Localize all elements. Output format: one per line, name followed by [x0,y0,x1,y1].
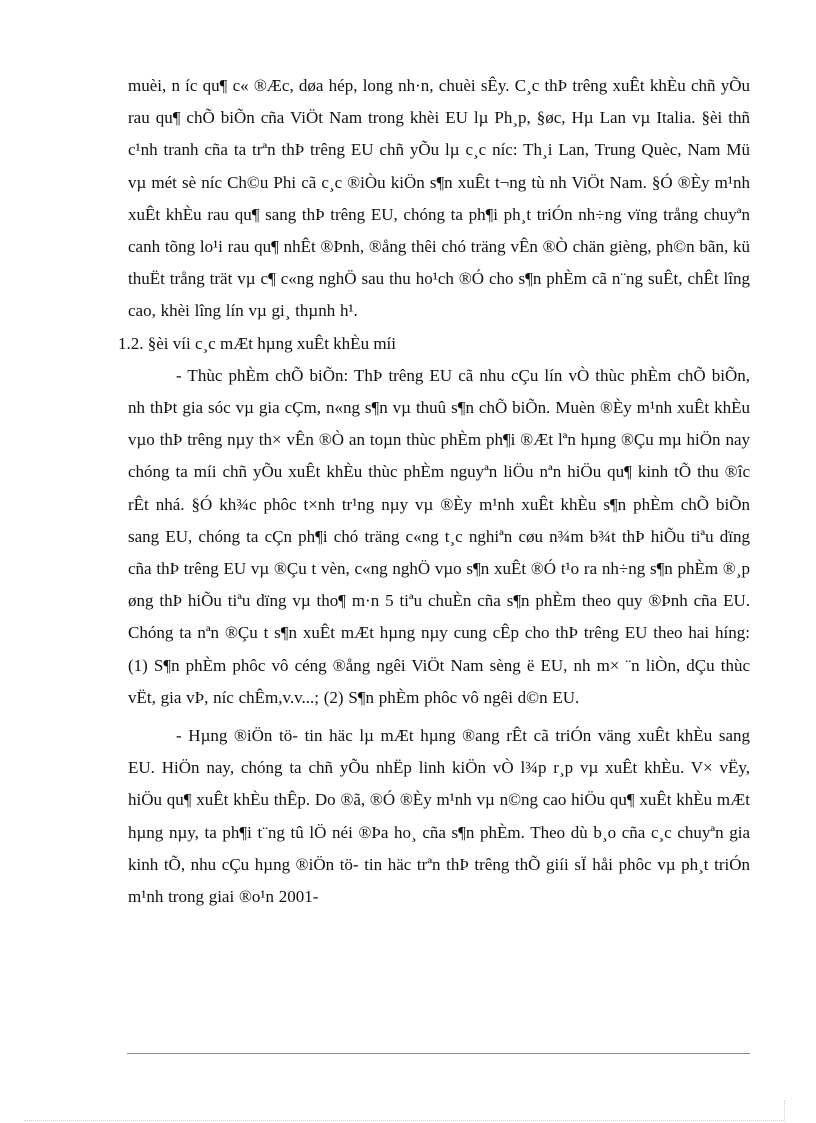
page-bottom-border [24,1120,784,1121]
page-right-border [784,1100,785,1122]
paragraph-dien-tu-tin-hoc: - Hµng ®iÖn tö- tin häc lµ mÆt hµng ®ang rÊt cã triÓn väng xuÊt khÈu sang EU. HiÖn nay, chóng ta chñ yÕu nhËp linh kiÖn vÒ l¾p r¸p vµ xuÊt khÈu. V× vËy, hiÖu qu¶ xuÊt khÈu thÊp. Do ®ã, ®Ó ®Èy m¹nh vµ n©ng cao hiÖu qu¶ xuÊt khÈu mÆt hµng nµy, ta ph¶i t¨ng tû lÖ néi ®Þa ho¸ cña s¶n phÈm. Theo dù b¸o cña c¸c chuyªn gia kinh tÕ, nhu cÇu hµng ®iÖn tö- tin häc trªn thÞ trêng thÕ giíi sÏ håi phôc vµ ph¸t triÓn m¹nh trong giai ®o¹n 2001- [128,726,750,907]
document-body [118,70,750,913]
section-heading: 1.2. §èi víi c¸c mÆt hµng xuÊt khÈu míi [118,333,396,353]
footer-divider [127,1053,750,1054]
paragraph-rau-qua: muèi, n íc qu¶ c« ®Æc, døa hép, long nh·n, chuèi sÊy. C¸c thÞ trêng xuÊt khÈu chñ yÕu rau qu¶ chÕ biÕn cña ViÖt Nam trong khèi EU lµ Ph¸p, §øc, Hµ Lan vµ Italia. §èi thñ c¹nh tranh cña ta trªn thÞ trêng EU chñ yÕu lµ c¸c níc: Th¸i Lan, Trung Quèc, Nam Mü vµ mét sè níc Ch©u Phi cã c¸c ®iÒu kiÖn s¶n xuÊt t¬ng tù nh ViÖt Nam. §Ó ®Èy m¹nh xuÊt khÈu rau qu¶ sang thÞ trêng EU, chóng ta ph¶i ph¸t triÓn nh÷ng vïng trång chuyªn canh tõng lo¹i rau qu¶ nhÊt ®Þnh, ®ång thêi chó träng vÊn ®Ò chän gièng, ph©n bãn, kü thuËt trång trät vµ c¶ c«ng nghÖ sau thu ho¹ch ®Ó cho s¶n phÈm cã n¨ng suÊt, chÊt lîng cao, khèi lîng lín vµ gi¸ thµnh h¹. [128,76,750,321]
paragraph-thuc-pham-che-bien: - Thùc phÈm chÕ biÕn: ThÞ trêng EU cã nhu cÇu lín vÒ thùc phÈm chÕ biÕn, nh thÞt gia sóc vµ gia cÇm, n«ng s¶n vµ thuû s¶n chÕ biÕn. Muèn ®Èy m¹nh xuÊt khÈu vµo thÞ trêng nµy th× vÊn ®Ò an toµn thùc phÈm ph¶i ®Æt lªn hµng ®Çu mµ hiÖn nay chóng ta míi chñ yÕu xuÊt khÈu thùc phÈm nguyªn liÖu nªn hiÖu qu¶ kinh tÕ thu ®îc rÊt nhá. §Ó kh¾c phôc t×nh tr¹ng nµy vµ ®Èy m¹nh xuÊt khÈu s¶n phÈm chÕ biÕn sang EU, chóng ta cÇn ph¶i chó träng c«ng t¸c nghiªn cøu n¾m b¾t thÞ hiÕu tiªu dïng cña thÞ trêng EU vµ ®Çu t vèn, c«ng nghÖ vµo s¶n xuÊt ®Ó t¹o ra nh÷ng s¶n phÈm ®¸p øng thÞ hiÕu tiªu dïng vµ tho¶ m·n 5 tiªu chuÈn cña s¶n phÈm theo quy ®Þnh cña EU. Chóng ta nªn ®Çu t s¶n xuÊt mÆt hµng nµy cung cÊp cho thÞ trêng EU theo hai híng: (1) S¶n phÈm phôc vô céng ®ång ngêi ViÖt Nam sèng ë EU, nh m× ¨n liÒn, dÇu thùc vËt, gia vÞ, níc chÊm,v.v...; (2) S¶n phÈm phôc vô ngêi d©n EU. [128,365,750,707]
